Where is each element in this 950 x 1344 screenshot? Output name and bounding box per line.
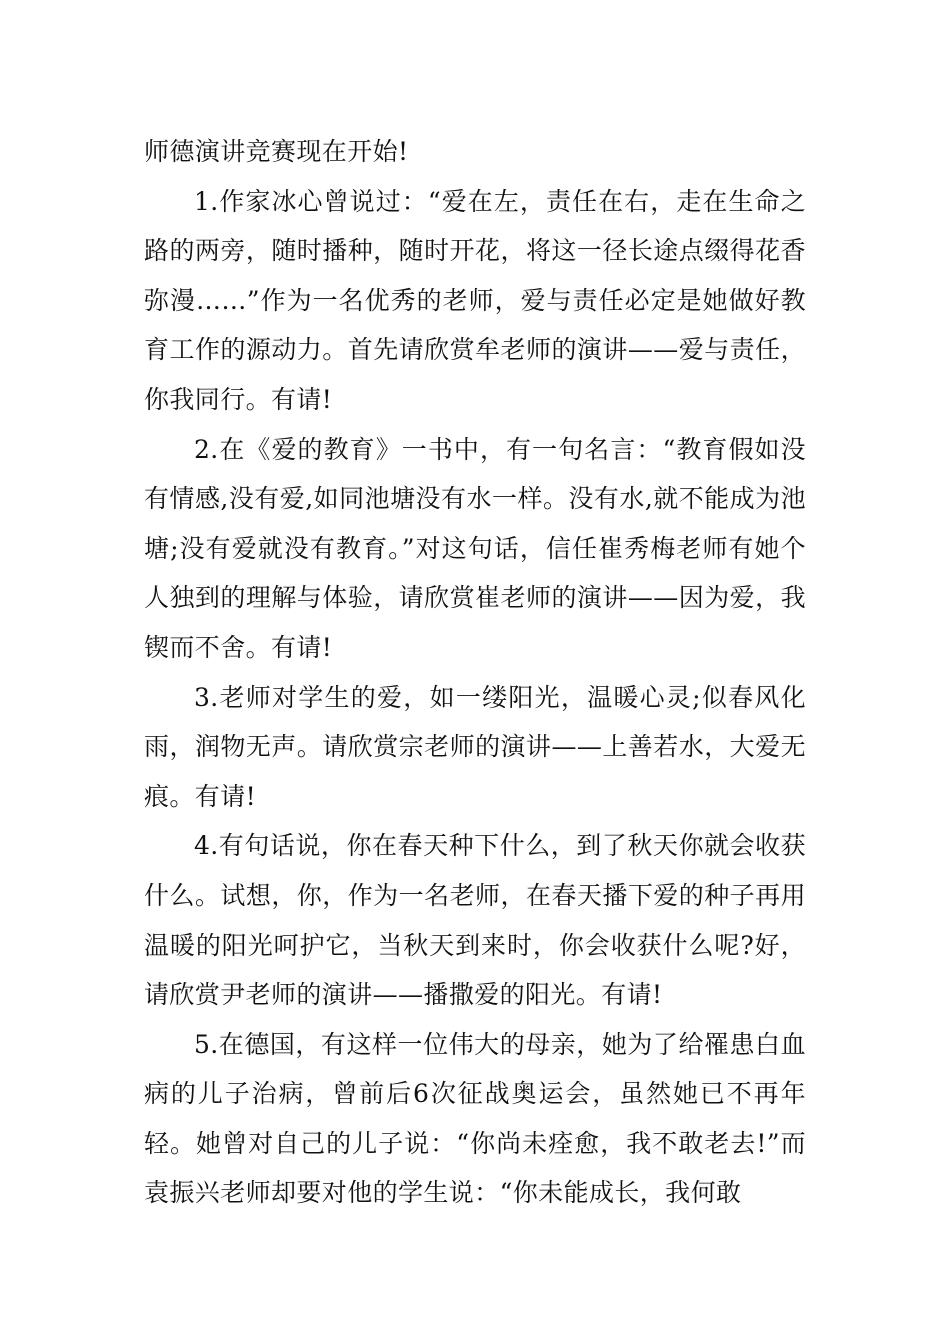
document-body: [144, 127, 806, 1218]
paragraph-item-1: 1.作家冰心曾说过：“爱在左，责任在右，走在生命之路的两旁，随时播种，随时开花，将这一径长途点缀得花香弥漫……”作为一名优秀的老师，爱与责任必定是她做好教育工作的源动力。首先请欣赏牟老师的演讲——爱与责任，你我同行。有请!: [144, 186, 806, 414]
paragraph-item-4: 4.有句话说，你在春天种下什么，到了秋天你就会收获什么。试想，你，作为一名老师，在春天播下爱的种子再用温暖的阳光呵护它，当秋天到来时，你会收获什么呢?好，请欣赏尹老师的演讲——播撒爱的阳光。有请!: [144, 831, 806, 1010]
paragraph-item-2: 2.在《爱的教育》一书中，有一句名言：“教育假如没有情感,没有爱,如同池塘没有水一样。没有水,就不能成为池塘;没有爱就没有教育。”对这句话，信任崔秀梅老师有她个人独到的理解与体验，请欣赏崔老师的演讲——因为爱，我锲而不舍。有请!: [144, 434, 806, 662]
paragraph-item-3: 3.老师对学生的爱，如一缕阳光，温暖心灵;似春风化雨，润物无声。请欣赏宗老师的演讲——上善若水，大爱无痕。有请!: [144, 682, 806, 811]
paragraph-opening: 师德演讲竞赛现在开始!: [144, 137, 409, 166]
paragraph-item-5: 5.在德国，有这样一位伟大的母亲，她为了给罹患白血病的儿子治病，曾前后6次征战奥运会，虽然她已不再年轻。她曾对自己的儿子说：“你尚未痊愈，我不敢老去!”而袁振兴老师却要对他的学生说：“你未能成长，我何敢: [144, 1029, 806, 1208]
